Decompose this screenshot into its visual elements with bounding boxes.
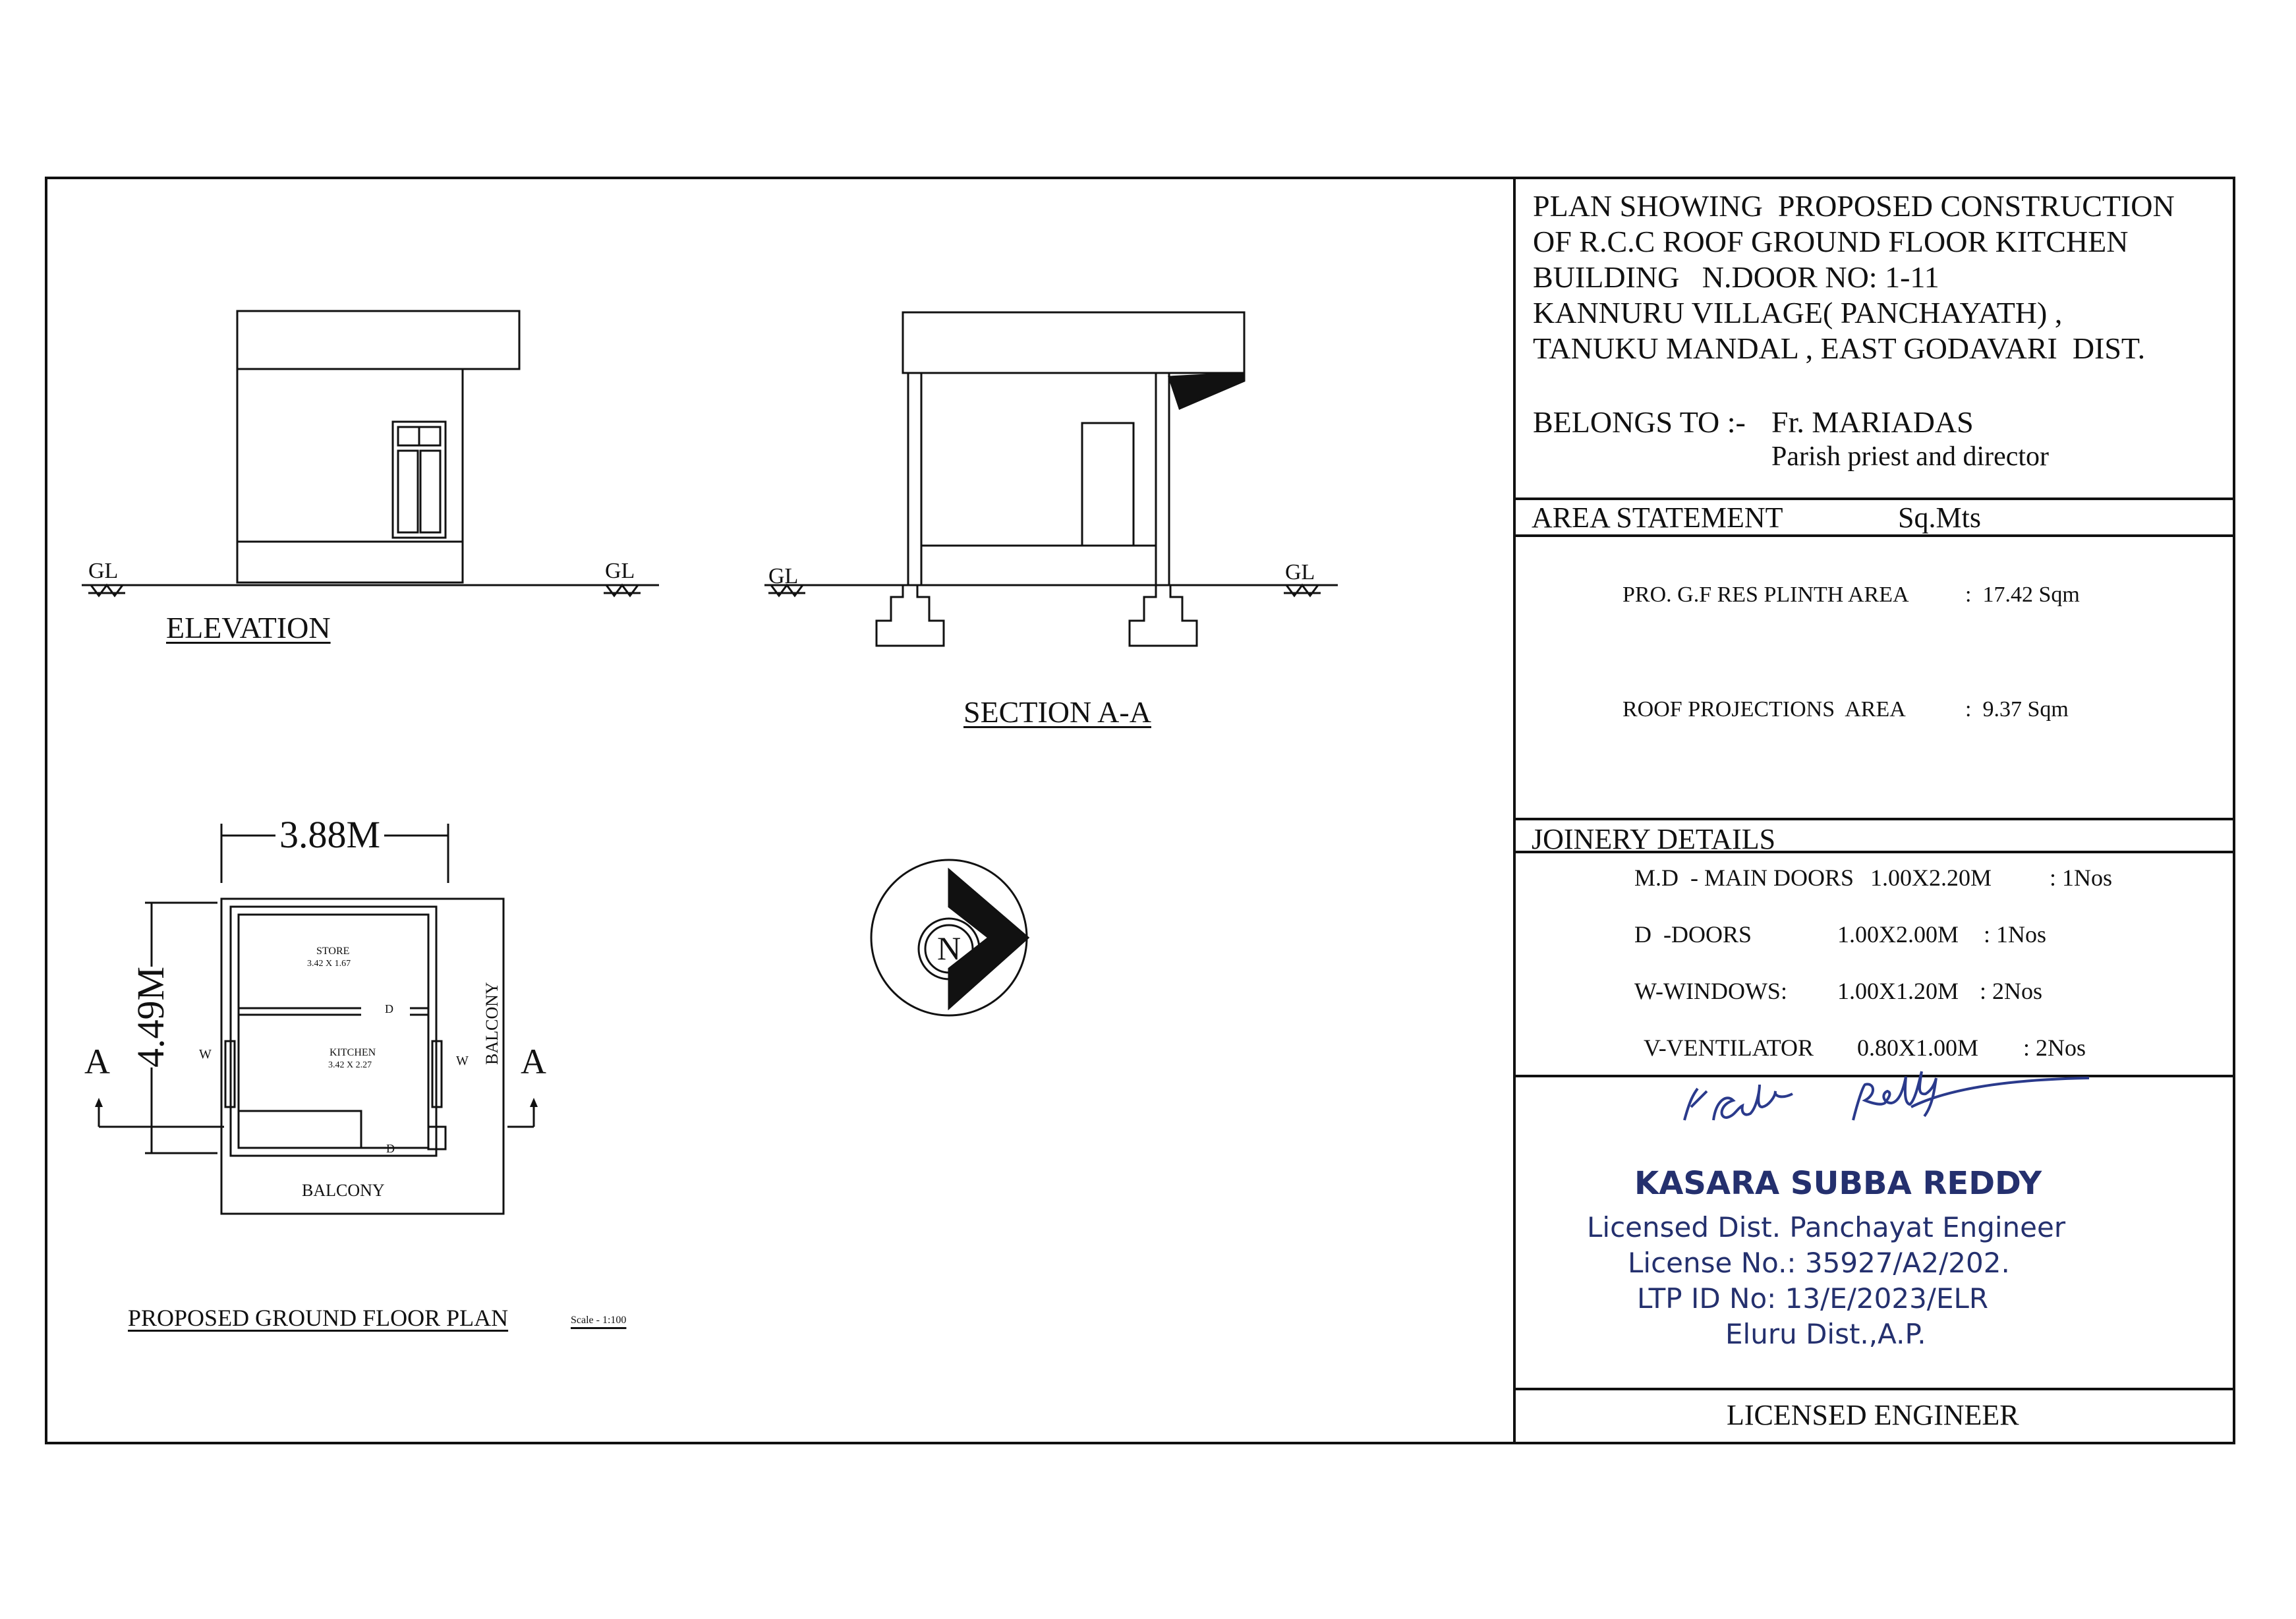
- joinery-count: : 1Nos: [1984, 921, 2047, 948]
- title-line: PLAN SHOWING PROPOSED CONSTRUCTION: [1533, 189, 2175, 223]
- joinery-size: 0.80X1.00M: [1857, 1035, 1979, 1061]
- area-row-value: : 17.42 Sqm: [1965, 582, 2080, 607]
- joinery-count: : 2Nos: [2023, 1035, 2086, 1061]
- length-dimension: 4.49M: [129, 966, 172, 1067]
- room-name: STORE: [316, 946, 350, 957]
- owner-role: Parish priest and director: [1771, 441, 2050, 472]
- section-marker: A: [521, 1042, 546, 1081]
- plan-title: PROPOSED GROUND FLOOR PLAN: [128, 1305, 509, 1331]
- elevation-title: ELEVATION: [166, 611, 331, 644]
- joinery-count: : 2Nos: [1980, 978, 2043, 1004]
- joinery-item: D -DOORS: [1634, 921, 1752, 948]
- balcony-label: BALCONY: [482, 982, 502, 1065]
- joinery-size: 1.00X2.00M: [1837, 921, 1959, 948]
- width-dimension: 3.88M: [275, 816, 384, 854]
- signature-icon: [1684, 1071, 2089, 1120]
- room-name: KITCHEN: [330, 1047, 376, 1058]
- title-line: OF R.C.C ROOF GROUND FLOOR KITCHEN: [1533, 225, 2129, 258]
- gl-label: GL: [88, 559, 119, 583]
- elevation-drawing: [82, 311, 659, 596]
- gl-label: GL: [1285, 560, 1315, 584]
- balcony-label: BALCONY: [302, 1181, 385, 1200]
- door-tag: D: [385, 1002, 393, 1015]
- title-line: TANUKU MANDAL , EAST GODAVARI DIST.: [1533, 331, 2146, 365]
- joinery-heading: JOINERY DETAILS: [1532, 823, 1776, 855]
- joinery-size: 1.00X2.20M: [1870, 865, 1992, 891]
- engineer-district: Eluru Dist.,A.P.: [1725, 1318, 1926, 1350]
- window-tag: W: [456, 1054, 469, 1068]
- title-line: KANNURU VILLAGE( PANCHAYATH) ,: [1533, 296, 2063, 329]
- title-line: BUILDING N.DOOR NO: 1-11: [1533, 260, 1939, 294]
- plan-scale: Scale - 1:100: [571, 1315, 627, 1326]
- owner-name: Fr. MARIADAS: [1771, 405, 1974, 439]
- room-size: 3.42 X 1.67: [307, 959, 351, 969]
- joinery-item: M.D - MAIN DOORS: [1634, 865, 1854, 891]
- section-marker: A: [84, 1042, 110, 1081]
- joinery-size: 1.00X1.20M: [1837, 978, 1959, 1004]
- engineer-name: KASARA SUBBA REDDY: [1634, 1165, 2042, 1202]
- licensed-engineer-label: LICENSED ENGINEER: [1727, 1399, 2019, 1431]
- area-row-value: : 9.37 Sqm: [1965, 697, 2069, 722]
- engineer-title: Licensed Dist. Panchayat Engineer: [1587, 1211, 2066, 1243]
- engineer-ltp-id: LTP ID No: 13/E/2023/ELR: [1637, 1282, 1989, 1315]
- area-unit: Sq.Mts: [1898, 501, 1981, 534]
- engineer-license: License No.: 35927/A2/202.: [1628, 1247, 2010, 1279]
- gl-label: GL: [605, 559, 635, 583]
- door-tag: D: [386, 1142, 395, 1155]
- joinery-item: V-VENTILATOR: [1644, 1035, 1814, 1061]
- gl-hatch: [88, 585, 125, 596]
- window-tag: W: [199, 1047, 212, 1062]
- section-title: SECTION A-A: [963, 695, 1151, 729]
- belongs-to-label: BELONGS TO :-: [1533, 405, 1746, 439]
- area-row-label: PRO. G.F RES PLINTH AREA: [1622, 582, 1909, 607]
- room-size: 3.42 X 2.27: [328, 1060, 372, 1070]
- area-statement-heading: AREA STATEMENT: [1532, 501, 1783, 534]
- area-row-label: ROOF PROJECTIONS AREA: [1622, 697, 1906, 722]
- joinery-item: W-WINDOWS:: [1634, 978, 1787, 1004]
- section-drawing: [764, 312, 1338, 646]
- joinery-count: : 1Nos: [2050, 865, 2113, 891]
- north-label: N: [937, 930, 961, 967]
- gl-label: GL: [768, 564, 799, 588]
